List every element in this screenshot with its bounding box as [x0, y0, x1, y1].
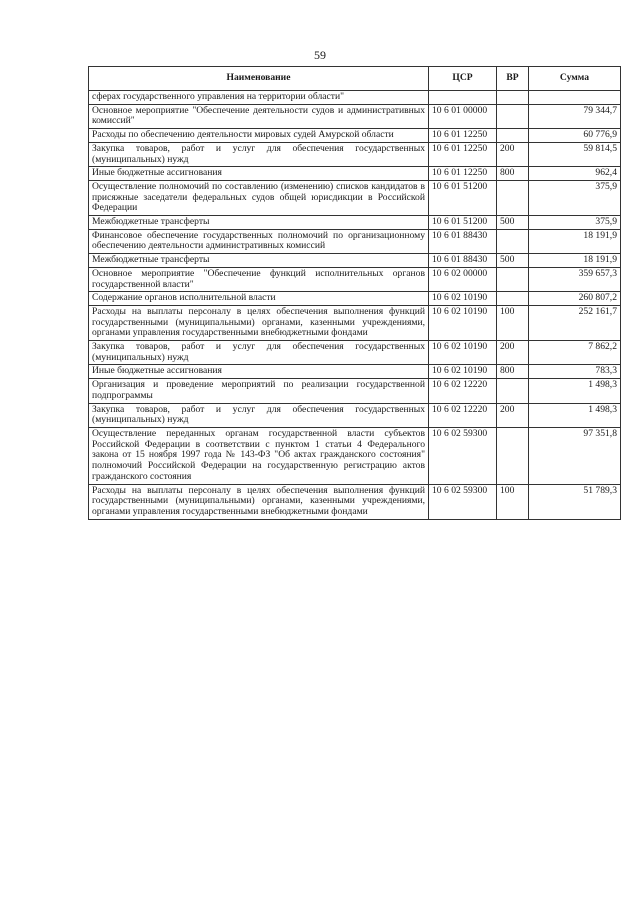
- cell-name: Осуществление полномочий по составлению (изменению) списков кандидатов в присяжные заседатели федеральных судов общей юрисдикции в Российской Федерации: [89, 180, 429, 215]
- table-row: [89, 427, 621, 484]
- cell-sum: 962,4: [529, 167, 621, 181]
- table-row: [89, 267, 621, 291]
- cell-sum: 60 776,9: [529, 129, 621, 143]
- cell-vr: 200: [497, 403, 529, 427]
- cell-csr: 10 6 01 12250: [429, 129, 497, 143]
- cell-name: Организация и проведение мероприятий по реализации государственной подпрограммы: [89, 379, 429, 403]
- cell-name: Межбюджетные трансферты: [89, 254, 429, 268]
- budget-table: [88, 66, 621, 520]
- cell-csr: [429, 91, 497, 105]
- cell-csr: 10 6 02 12220: [429, 379, 497, 403]
- cell-vr: 200: [497, 142, 529, 166]
- cell-name: Содержание органов исполнительной власти: [89, 292, 429, 306]
- cell-sum: [529, 91, 621, 105]
- cell-csr: 10 6 02 10190: [429, 292, 497, 306]
- table-body: [89, 91, 621, 520]
- cell-csr: 10 6 01 12250: [429, 142, 497, 166]
- table-row: [89, 129, 621, 143]
- cell-sum: 59 814,5: [529, 142, 621, 166]
- table-row: [89, 403, 621, 427]
- cell-vr: [497, 292, 529, 306]
- cell-csr: 10 6 01 88430: [429, 254, 497, 268]
- header-name: Наименование: [89, 67, 429, 91]
- table-row: [89, 379, 621, 403]
- cell-csr: 10 6 01 51200: [429, 216, 497, 230]
- cell-vr: 800: [497, 167, 529, 181]
- cell-vr: 800: [497, 365, 529, 379]
- cell-name: Финансовое обеспечение государственных полномочий по организационному обеспечению деятельности административных комиссий: [89, 229, 429, 253]
- cell-name: Закупка товаров, работ и услуг для обеспечения государственных (муниципальных) нужд: [89, 142, 429, 166]
- cell-vr: 100: [497, 305, 529, 340]
- table-row: [89, 254, 621, 268]
- table-row: [89, 91, 621, 105]
- cell-csr: 10 6 02 10190: [429, 305, 497, 340]
- cell-name: Расходы по обеспечению деятельности мировых судей Амурской области: [89, 129, 429, 143]
- cell-csr: 10 6 01 12250: [429, 167, 497, 181]
- table-row: [89, 167, 621, 181]
- cell-vr: [497, 104, 529, 128]
- cell-sum: 252 161,7: [529, 305, 621, 340]
- cell-csr: 10 6 02 59300: [429, 427, 497, 484]
- cell-csr: 10 6 02 10190: [429, 341, 497, 365]
- table-row: [89, 292, 621, 306]
- cell-sum: 783,3: [529, 365, 621, 379]
- cell-sum: 1 498,3: [529, 403, 621, 427]
- cell-sum: 18 191,9: [529, 229, 621, 253]
- cell-sum: 97 351,8: [529, 427, 621, 484]
- cell-vr: [497, 91, 529, 105]
- table-header-row: [89, 67, 621, 91]
- cell-sum: 375,9: [529, 180, 621, 215]
- cell-name: Иные бюджетные ассигнования: [89, 167, 429, 181]
- cell-sum: 359 657,3: [529, 267, 621, 291]
- cell-vr: [497, 379, 529, 403]
- cell-vr: [497, 180, 529, 215]
- table-row: [89, 484, 621, 519]
- cell-vr: [497, 267, 529, 291]
- cell-sum: 18 191,9: [529, 254, 621, 268]
- cell-sum: 1 498,3: [529, 379, 621, 403]
- cell-csr: 10 6 02 12220: [429, 403, 497, 427]
- cell-sum: 79 344,7: [529, 104, 621, 128]
- cell-name: Расходы на выплаты персоналу в целях обеспечения выполнения функций государственными (муниципальными) органами, казенными учреждениями, органами управления государственными внебюджетными фондами: [89, 305, 429, 340]
- cell-sum: 7 862,2: [529, 341, 621, 365]
- cell-sum: 375,9: [529, 216, 621, 230]
- cell-csr: 10 6 02 10190: [429, 365, 497, 379]
- cell-name: Основное мероприятие "Обеспечение деятельности судов и административных комиссий": [89, 104, 429, 128]
- header-csr: ЦСР: [429, 67, 497, 91]
- cell-vr: 100: [497, 484, 529, 519]
- table-row: [89, 305, 621, 340]
- table-row: [89, 142, 621, 166]
- cell-name: Закупка товаров, работ и услуг для обеспечения государственных (муниципальных) нужд: [89, 403, 429, 427]
- table-row: [89, 365, 621, 379]
- header-sum: Сумма: [529, 67, 621, 91]
- cell-csr: 10 6 01 00000: [429, 104, 497, 128]
- cell-vr: 500: [497, 254, 529, 268]
- cell-csr: 10 6 02 00000: [429, 267, 497, 291]
- cell-name: Осуществление переданных органам государственной власти субъектов Российской Федерации в соответствии с пунктом 1 статьи 4 Федерального закона от 15 ноября 1997 года № 143-ФЗ "Об актах гражданского состояния" полномочий Российской Федерации на государственную регистрацию актов гражданского состояния: [89, 427, 429, 484]
- cell-name: Закупка товаров, работ и услуг для обеспечения государственных (муниципальных) нужд: [89, 341, 429, 365]
- cell-sum: 51 789,3: [529, 484, 621, 519]
- table-row: [89, 104, 621, 128]
- header-vr: ВР: [497, 67, 529, 91]
- page-number: 59: [314, 48, 326, 62]
- cell-csr: 10 6 02 59300: [429, 484, 497, 519]
- cell-vr: 200: [497, 341, 529, 365]
- cell-csr: 10 6 01 51200: [429, 180, 497, 215]
- cell-vr: [497, 427, 529, 484]
- table-row: [89, 229, 621, 253]
- cell-vr: [497, 229, 529, 253]
- table-row: [89, 216, 621, 230]
- cell-name: Основное мероприятие "Обеспечение функций исполнительных органов государственной власти": [89, 267, 429, 291]
- cell-name: Расходы на выплаты персоналу в целях обеспечения выполнения функций государственными (муниципальными) органами, казенными учреждениями, органами управления государственными внебюджетными фондами: [89, 484, 429, 519]
- cell-vr: 500: [497, 216, 529, 230]
- table-row: [89, 341, 621, 365]
- cell-csr: 10 6 01 88430: [429, 229, 497, 253]
- cell-name: сферах государственного управления на территории области": [89, 91, 429, 105]
- table-row: [89, 180, 621, 215]
- cell-name: Иные бюджетные ассигнования: [89, 365, 429, 379]
- cell-vr: [497, 129, 529, 143]
- cell-name: Межбюджетные трансферты: [89, 216, 429, 230]
- cell-sum: 260 807,2: [529, 292, 621, 306]
